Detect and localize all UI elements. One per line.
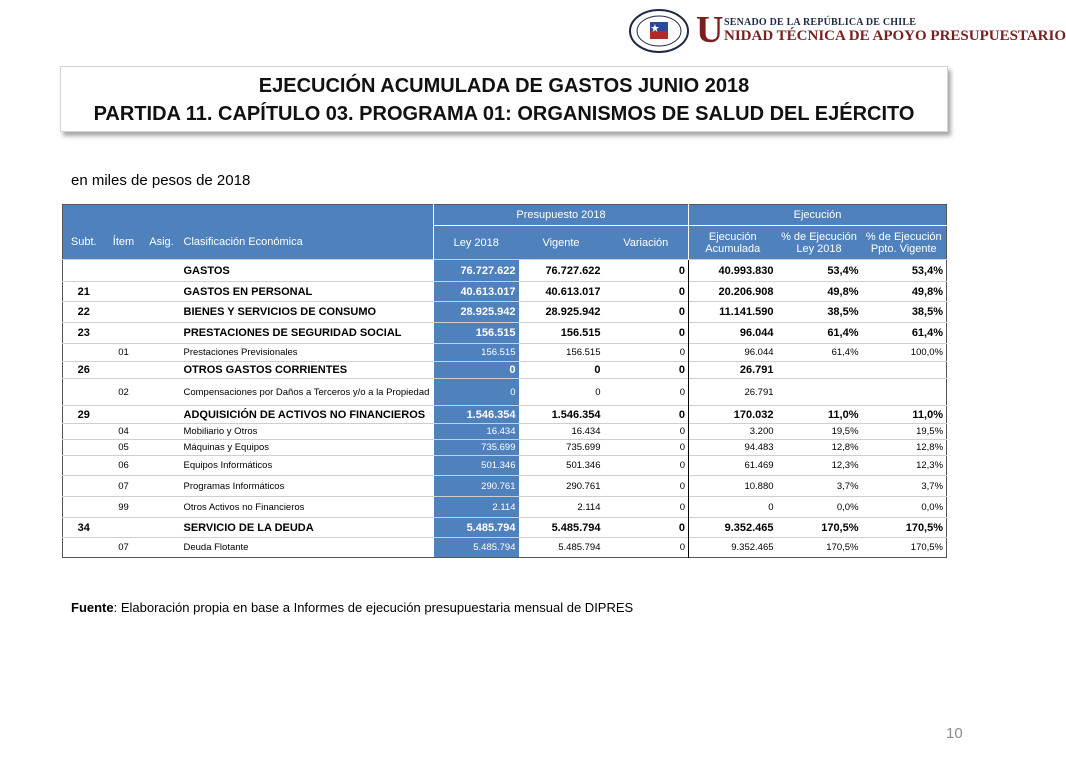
header-column-row <box>63 226 947 260</box>
header-group-row <box>63 205 947 226</box>
cell-item: 06 <box>105 456 143 476</box>
cell-ley: 156.515 <box>434 323 519 344</box>
cell-ejec: 94.483 <box>689 440 777 456</box>
table-row <box>63 302 947 323</box>
cell-vigente: 156.515 <box>519 344 604 362</box>
cell-name: GASTOS <box>181 260 434 282</box>
cell-subt <box>63 440 105 456</box>
table-row <box>63 282 947 302</box>
cell-item <box>105 518 143 538</box>
table-row <box>63 260 947 282</box>
cell-pct-ley: 3,7% <box>777 476 862 497</box>
cell-pct-vig: 170,5% <box>862 518 947 538</box>
cell-vigente: 290.761 <box>519 476 604 497</box>
col-pct-ley <box>777 226 862 260</box>
cell-item <box>105 406 143 424</box>
cell-name: BIENES Y SERVICIOS DE CONSUMO <box>181 302 434 323</box>
cell-item: 99 <box>105 497 143 518</box>
cell-name: ADQUISICIÓN DE ACTIVOS NO FINANCIEROS <box>181 406 434 424</box>
cell-name: Otros Activos no Financieros <box>181 497 434 518</box>
table-row <box>63 538 947 558</box>
col-pct-vigente <box>862 226 947 260</box>
cell-subt: 34 <box>63 518 105 538</box>
page-title: EJECUCIÓN ACUMULADA DE GASTOS JUNIO 2018 <box>258 75 750 97</box>
cell-variacion: 0 <box>604 362 689 379</box>
cell-ley: 40.613.017 <box>434 282 519 302</box>
cell-pct-ley <box>777 362 862 379</box>
page-subtitle-partida: PARTIDA 11. CAPÍTULO 03. PROGRAMA 01: ORGANISMOS DE SALUD DEL EJÉRCITO <box>93 103 915 125</box>
table-row <box>63 456 947 476</box>
col-asig: Asig. <box>143 226 181 260</box>
cell-ley: 2.114 <box>434 497 519 518</box>
cell-name: GASTOS EN PERSONAL <box>181 282 434 302</box>
cell-pct-ley: 170,5% <box>777 518 862 538</box>
cell-item: 01 <box>105 344 143 362</box>
cell-ley: 28.925.942 <box>434 302 519 323</box>
table-row <box>63 476 947 497</box>
col-ejecucion-acumulada-l1: Ejecución <box>708 230 757 243</box>
cell-vigente: 0 <box>519 362 604 379</box>
page-number: 10 <box>946 725 963 742</box>
source-label: Fuente <box>71 600 114 615</box>
cell-variacion: 0 <box>604 456 689 476</box>
header-blank <box>181 205 434 226</box>
cell-asig <box>143 379 181 406</box>
col-pct-vigente-l2: Ppto. Vigente <box>870 242 937 255</box>
cell-subt <box>63 476 105 497</box>
cell-asig <box>143 440 181 456</box>
cell-pct-ley: 0,0% <box>777 497 862 518</box>
table-row <box>63 406 947 424</box>
cell-asig <box>143 323 181 344</box>
cell-asig <box>143 424 181 440</box>
cell-asig <box>143 362 181 379</box>
cell-pct-ley: 11,0% <box>777 406 862 424</box>
header-blank <box>63 205 105 226</box>
cell-name: SERVICIO DE LA DEUDA <box>181 518 434 538</box>
cell-ley: 156.515 <box>434 344 519 362</box>
table-row <box>63 518 947 538</box>
cell-item: 02 <box>105 379 143 406</box>
cell-item <box>105 362 143 379</box>
cell-asig <box>143 538 181 558</box>
cell-variacion: 0 <box>604 323 689 344</box>
table-body <box>63 260 947 558</box>
senate-seal-icon <box>628 8 690 54</box>
table-row <box>63 344 947 362</box>
cell-subt: 23 <box>63 323 105 344</box>
cell-asig <box>143 282 181 302</box>
cell-pct-vig: 12,8% <box>862 440 947 456</box>
cell-pct-vig: 100,0% <box>862 344 947 362</box>
cell-asig <box>143 406 181 424</box>
col-variacion: Variación <box>604 226 689 260</box>
cell-ejec: 61.469 <box>689 456 777 476</box>
cell-pct-ley: 19,5% <box>777 424 862 440</box>
cell-name: Programas Informáticos <box>181 476 434 497</box>
source-note <box>71 600 633 615</box>
cell-vigente: 40.613.017 <box>519 282 604 302</box>
cell-subt <box>63 456 105 476</box>
cell-ley: 0 <box>434 379 519 406</box>
cell-subt <box>63 260 105 282</box>
cell-variacion: 0 <box>604 302 689 323</box>
cell-pct-vig: 11,0% <box>862 406 947 424</box>
cell-vigente: 5.485.794 <box>519 518 604 538</box>
table-row <box>63 362 947 379</box>
cell-ejec: 11.141.590 <box>689 302 777 323</box>
cell-asig <box>143 344 181 362</box>
cell-ley: 735.699 <box>434 440 519 456</box>
logo-letter: U <box>696 9 724 51</box>
cell-name: OTROS GASTOS CORRIENTES <box>181 362 434 379</box>
cell-asig <box>143 476 181 497</box>
cell-ejec: 9.352.465 <box>689 538 777 558</box>
cell-variacion: 0 <box>604 538 689 558</box>
cell-variacion: 0 <box>604 497 689 518</box>
cell-item: 07 <box>105 538 143 558</box>
cell-ley: 501.346 <box>434 456 519 476</box>
cell-ley: 5.485.794 <box>434 538 519 558</box>
table-row <box>63 497 947 518</box>
cell-name: Mobiliario y Otros <box>181 424 434 440</box>
cell-name: PRESTACIONES DE SEGURIDAD SOCIAL <box>181 323 434 344</box>
units-note: en miles de pesos de 2018 <box>71 172 251 189</box>
col-ejecucion-acumulada-l2: Acumulada <box>705 242 761 255</box>
cell-ejec: 96.044 <box>689 323 777 344</box>
cell-subt <box>63 497 105 518</box>
cell-pct-vig: 12,3% <box>862 456 947 476</box>
cell-ejec: 10.880 <box>689 476 777 497</box>
execution-table <box>62 204 947 558</box>
cell-pct-ley: 53,4% <box>777 260 862 282</box>
header-blank <box>143 205 181 226</box>
cell-subt <box>63 344 105 362</box>
col-ley: Ley 2018 <box>434 226 519 260</box>
cell-item <box>105 323 143 344</box>
cell-subt <box>63 538 105 558</box>
header-blank <box>105 205 143 226</box>
cell-ejec: 20.206.908 <box>689 282 777 302</box>
col-item: Ítem <box>105 226 143 260</box>
cell-item <box>105 302 143 323</box>
cell-name: Equipos Informáticos <box>181 456 434 476</box>
cell-vigente: 16.434 <box>519 424 604 440</box>
cell-variacion: 0 <box>604 440 689 456</box>
cell-ejec: 26.791 <box>689 379 777 406</box>
cell-pct-vig: 170,5% <box>862 538 947 558</box>
col-vigente: Vigente <box>519 226 604 260</box>
cell-ejec: 0 <box>689 497 777 518</box>
cell-vigente: 156.515 <box>519 323 604 344</box>
cell-vigente: 735.699 <box>519 440 604 456</box>
cell-pct-ley: 12,3% <box>777 456 862 476</box>
cell-variacion: 0 <box>604 344 689 362</box>
header-ejecucion: Ejecución <box>689 205 947 226</box>
cell-pct-ley: 61,4% <box>777 323 862 344</box>
col-subt: Subt. <box>63 226 105 260</box>
cell-pct-vig: 19,5% <box>862 424 947 440</box>
cell-pct-vig: 38,5% <box>862 302 947 323</box>
table-row <box>63 323 947 344</box>
cell-asig <box>143 518 181 538</box>
cell-pct-ley: 12,8% <box>777 440 862 456</box>
cell-vigente: 5.485.794 <box>519 538 604 558</box>
cell-pct-vig: 0,0% <box>862 497 947 518</box>
cell-subt: 26 <box>63 362 105 379</box>
cell-name: Deuda Flotante <box>181 538 434 558</box>
cell-vigente: 1.546.354 <box>519 406 604 424</box>
cell-variacion: 0 <box>604 424 689 440</box>
cell-item: 04 <box>105 424 143 440</box>
col-clasificacion: Clasificación Económica <box>181 226 434 260</box>
cell-name: Compensaciones por Daños a Terceros y/o a la Propiedad <box>181 379 434 406</box>
cell-subt <box>63 379 105 406</box>
cell-ejec: 9.352.465 <box>689 518 777 538</box>
utap-logo <box>628 8 1066 56</box>
cell-ejec: 96.044 <box>689 344 777 362</box>
cell-ley: 1.546.354 <box>434 406 519 424</box>
cell-ley: 76.727.622 <box>434 260 519 282</box>
logo-unidad-text: NIDAD TÉCNICA DE APOYO PRESUPUESTARIO <box>724 28 1066 44</box>
cell-name: Prestaciones Previsionales <box>181 344 434 362</box>
table-row <box>63 424 947 440</box>
cell-item <box>105 260 143 282</box>
cell-ley: 16.434 <box>434 424 519 440</box>
cell-item <box>105 282 143 302</box>
cell-pct-vig: 3,7% <box>862 476 947 497</box>
cell-pct-vig <box>862 362 947 379</box>
logo-senado-text: SENADO DE LA REPÚBLICA DE CHILE <box>724 17 917 28</box>
cell-variacion: 0 <box>604 476 689 497</box>
cell-subt: 21 <box>63 282 105 302</box>
cell-variacion: 0 <box>604 518 689 538</box>
cell-pct-vig <box>862 379 947 406</box>
cell-pct-ley: 170,5% <box>777 538 862 558</box>
cell-pct-vig: 53,4% <box>862 260 947 282</box>
cell-variacion: 0 <box>604 406 689 424</box>
cell-subt: 22 <box>63 302 105 323</box>
cell-vigente: 2.114 <box>519 497 604 518</box>
cell-variacion: 0 <box>604 282 689 302</box>
cell-vigente: 0 <box>519 379 604 406</box>
source-text: : Elaboración propia en base a Informes de ejecución presupuestaria mensual de DIPRES <box>113 600 634 615</box>
cell-item: 07 <box>105 476 143 497</box>
col-pct-vigente-l1: % de Ejecución <box>865 230 942 243</box>
header-presupuesto: Presupuesto 2018 <box>434 205 689 226</box>
cell-ejec: 3.200 <box>689 424 777 440</box>
cell-pct-ley <box>777 379 862 406</box>
col-ejecucion-acumulada <box>689 226 777 260</box>
cell-vigente: 76.727.622 <box>519 260 604 282</box>
col-pct-ley-l2: Ley 2018 <box>796 242 842 255</box>
cell-asig <box>143 497 181 518</box>
title-box <box>60 66 948 132</box>
cell-variacion: 0 <box>604 379 689 406</box>
cell-ley: 290.761 <box>434 476 519 497</box>
cell-pct-vig: 49,8% <box>862 282 947 302</box>
cell-pct-ley: 61,4% <box>777 344 862 362</box>
table-row <box>63 440 947 456</box>
cell-asig <box>143 260 181 282</box>
cell-ley: 0 <box>434 362 519 379</box>
cell-asig <box>143 302 181 323</box>
table-row <box>63 379 947 406</box>
cell-pct-ley: 38,5% <box>777 302 862 323</box>
col-pct-ley-l1: % de Ejecución <box>781 230 857 243</box>
cell-vigente: 28.925.942 <box>519 302 604 323</box>
cell-pct-vig: 61,4% <box>862 323 947 344</box>
cell-ley: 5.485.794 <box>434 518 519 538</box>
cell-asig <box>143 456 181 476</box>
cell-ejec: 170.032 <box>689 406 777 424</box>
cell-ejec: 40.993.830 <box>689 260 777 282</box>
cell-vigente: 501.346 <box>519 456 604 476</box>
cell-item: 05 <box>105 440 143 456</box>
cell-name: Máquinas y Equipos <box>181 440 434 456</box>
cell-variacion: 0 <box>604 260 689 282</box>
cell-subt: 29 <box>63 406 105 424</box>
cell-ejec: 26.791 <box>689 362 777 379</box>
cell-subt <box>63 424 105 440</box>
cell-pct-ley: 49,8% <box>777 282 862 302</box>
